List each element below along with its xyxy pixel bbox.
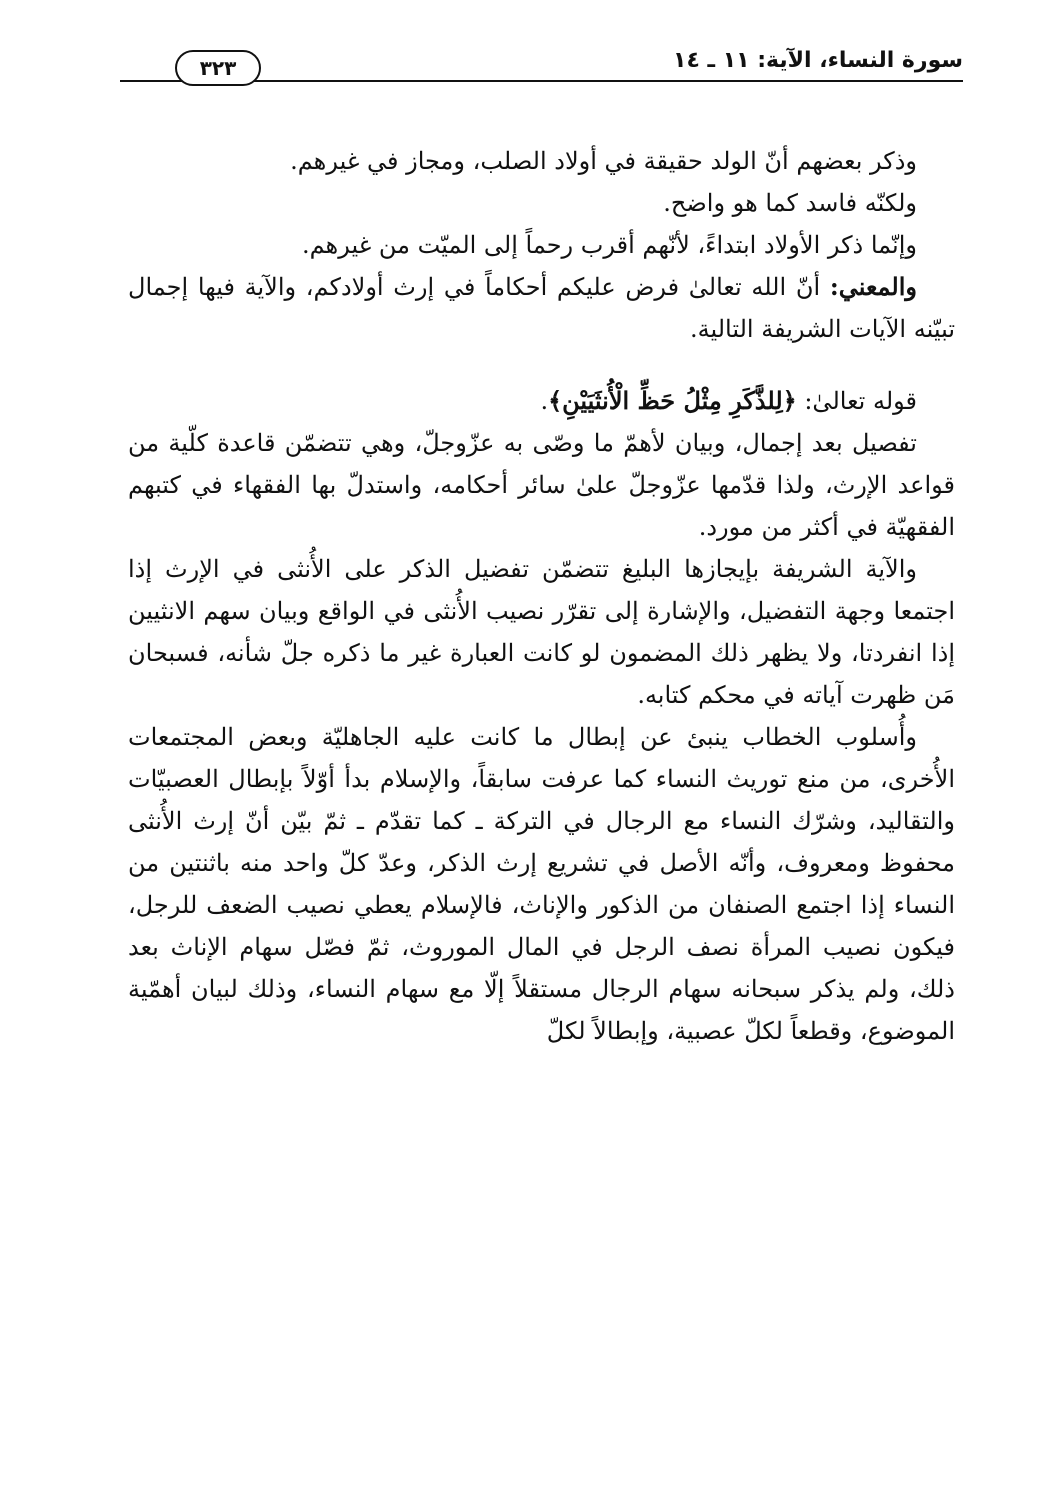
paragraph-lead: والمعني:: [829, 272, 917, 301]
paragraph: تفصيل بعد إجمال، وبيان لأهمّ ما وصّى به عزّوجلّ، وهي تتضمّن قاعدة كلّية من قواعد الإرث، ولذا قدّمها عزّوجلّ علىٰ سائر أحكامه، واستدلّ بها الفقهاء في كتبهم الفقهيّة في أكثر من مورد.: [128, 429, 955, 541]
paragraph: وأُسلوب الخطاب ينبئ عن إبطال ما كانت عليه الجاهليّة وبعض المجتمعات الأُخرى، من منع توريث النساء كما عرفت سابقاً، والإسلام بدأ أوّلاً بإبطال العصبيّات والتقاليد، وشرّك النساء مع الرجال في التركة ـ كما تقدّم ـ ثمّ بيّن أنّ إرث الأُنثى محفوظ ومعروف، وأنّه الأصل في تشريع إرث الذكر، وعدّ كلّ واحد منه باثنتين من النساء إذا اجتمع الصنفان من الذكور والإناث، فالإسلام يعطي نصيب الضعف للرجل، فيكون نصيب المرأة نصف الرجل في المال الموروث، ثمّ فصّل سهام الإناث بعد ذلك، ولم يذكر سبحانه سهام الرجال مستقلاً إلّا مع سهام النساء، وذلك لبيان أهمّية الموضوع، وقطعاً لكلّ عصبية، وإبطالاً لكلّ: [128, 723, 955, 1045]
body-text: [128, 140, 955, 1052]
quran-verse: ﴿لِلذَّكَرِ مِثْلُ حَظِّ الْأُنثَيَيْنِ﴾: [548, 386, 797, 415]
surah-title: سورة النساء، الآية: ١١ ـ ١٤: [673, 48, 963, 73]
running-header: [120, 46, 963, 86]
verse-intro: قوله تعالىٰ:: [796, 387, 917, 415]
paragraph: والمعني: أنّ الله تعالىٰ فرض عليكم أحكاماً في إرث أولادكم، والآية فيها إجمال تبيّنه الآيات الشريفة التالية.: [128, 272, 955, 343]
paragraph: ولكنّه فاسد كما هو واضح.: [663, 189, 917, 217]
verse-heading: قوله تعالىٰ: ﴿لِلذَّكَرِ مِثْلُ حَظِّ الْأُنثَيَيْنِ﴾.: [540, 386, 917, 415]
paragraph: وذكر بعضهم أنّ الولد حقيقة في أولاد الصلب، ومجاز في غيرهم.: [290, 147, 917, 175]
paragraph: وإنّما ذكر الأولاد ابتداءً، لأنّهم أقرب رحماً إلى الميّت من غيرهم.: [301, 231, 917, 259]
page-number: ٣٢٣: [175, 50, 261, 86]
paragraph: والآية الشريفة بإيجازها البليغ تتضمّن تفضيل الذكر على الأُنثى في الإرث إذا اجتمعا وجهة التفضيل، والإشارة إلى تقرّر نصيب الأُنثى في الواقع وبيان سهم الانثيين إذا انفردتا، ولا يظهر ذلك المضمون لو كانت العبارة غير ما ذكره جلّ شأنه، فسبحان مَن ظهرت آياته في محكم كتابه.: [128, 555, 955, 709]
